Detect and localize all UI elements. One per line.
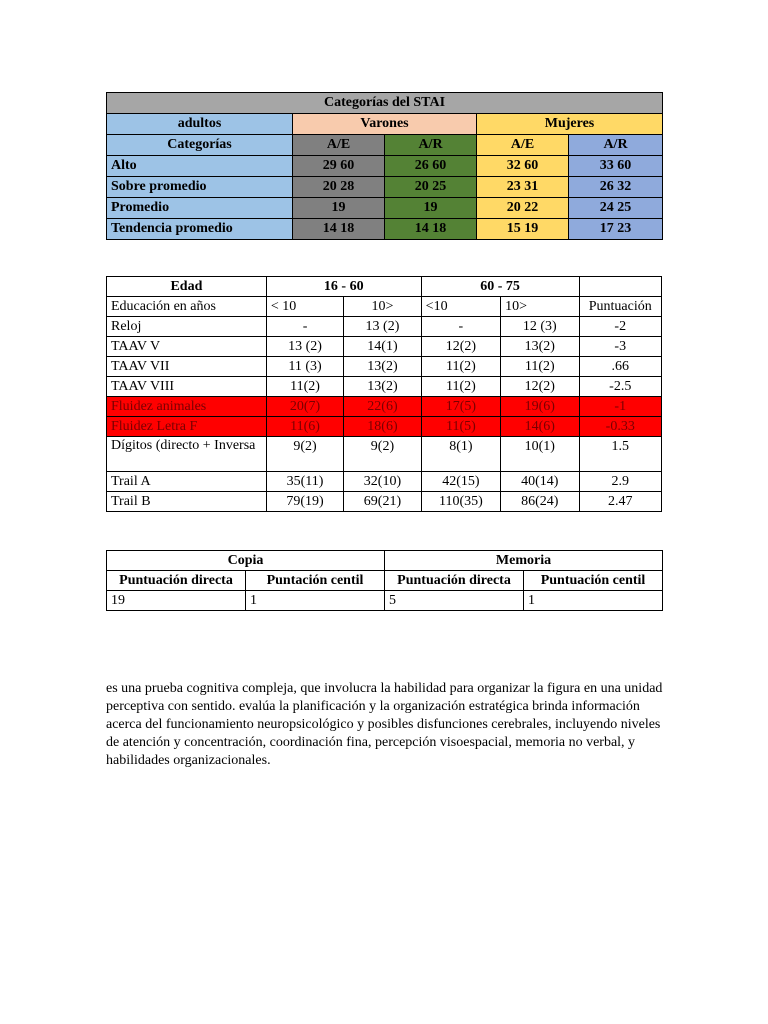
cell: 11(2) [421,377,500,397]
cell: 40(14) [501,472,579,492]
cell: 11(2) [421,357,500,377]
rey-col-direct-memory: Puntuación directa [385,571,524,591]
neuro-header-range2: 60 - 75 [421,277,579,297]
cell: 11(5) [421,417,500,437]
cell: 13(2) [344,377,421,397]
rey-header-memory: Memoria [385,551,663,571]
neuro-header-empty [579,277,661,297]
score-cell: 2.47 [579,492,661,512]
cell: 19(6) [501,397,579,417]
table-row-highlighted [107,417,662,437]
score-cell: -1 [579,397,661,417]
stai-cell: 23 31 [477,177,569,198]
stai-row-label: Sobre promedio [107,177,293,198]
table-row [107,591,663,611]
score-cell: .66 [579,357,661,377]
table-row [107,337,662,357]
cell: 110(35) [421,492,500,512]
neuro-header-age: Edad [107,277,267,297]
cell: 79(19) [266,492,343,512]
table-row [107,472,662,492]
cell: 13(2) [501,337,579,357]
cell: 11 (3) [266,357,343,377]
stai-row-label: Alto [107,156,293,177]
cell: 10(1) [501,437,579,472]
score-cell: -2.5 [579,377,661,397]
stai-col-men-ar: A/R [385,135,477,156]
neuro-header-gt10: 10> [344,297,421,317]
cell: 11(2) [501,357,579,377]
stai-cell: 33 60 [569,156,663,177]
cell: 13(2) [344,357,421,377]
rey-copy-centile: 1 [246,591,385,611]
table-row [107,377,662,397]
table-row [107,437,662,472]
rey-col-direct-copy: Puntuación directa [107,571,246,591]
neuro-header-score: Puntuación [579,297,661,317]
neuro-header-gt10: 10> [501,297,579,317]
stai-cell: 26 60 [385,156,477,177]
stai-col-categories: Categorías [107,135,293,156]
rey-copy-direct: 19 [107,591,246,611]
cell: 17(5) [421,397,500,417]
cell: 69(21) [344,492,421,512]
stai-cell: 20 25 [385,177,477,198]
neuro-header-range1: 16 - 60 [266,277,421,297]
rey-col-centile-memory: Puntuación centil [524,571,663,591]
cell: 20(7) [266,397,343,417]
cell: 11(6) [266,417,343,437]
stai-group-women: Mujeres [477,114,663,135]
cell: 13 (2) [266,337,343,357]
cell: 18(6) [344,417,421,437]
cell: 8(1) [421,437,500,472]
description-paragraph: es una prueba cognitiva compleja, que involucra la habilidad para organizar la figura en una unidad perceptiva con sentido. evalúa la planificación y la organización estratégica brinda información acerca del funcionamiento neuropsicológico y posibles disfunciones cerebrales, incluyendo niveles de atención y concentración, coordinación fina, percepción visoespacial, memoria no verbal, y habilidades organizacionales. [106,681,663,768]
cell: 86(24) [501,492,579,512]
cell: 9(2) [266,437,343,472]
cell: 35(11) [266,472,343,492]
neuro-header-lt10: <10 [421,297,500,317]
score-cell: -2 [579,317,661,337]
cell: 9(2) [344,437,421,472]
stai-row [107,177,663,198]
table-row [107,317,662,337]
row-label: Trail A [107,472,267,492]
rey-header-copy: Copia [107,551,385,571]
neuro-header-lt10: < 10 [266,297,343,317]
score-cell: -0.33 [579,417,661,437]
rey-col-centile-copy: Puntación centil [246,571,385,591]
score-cell: 2.9 [579,472,661,492]
rey-table [106,550,663,611]
stai-col-women-ae: A/E [477,135,569,156]
row-label: Fluidez animales [107,397,267,417]
stai-cell: 19 [293,198,385,219]
cell: 12 (3) [501,317,579,337]
table-row-highlighted [107,397,662,417]
row-label: TAAV VIII [107,377,267,397]
cell: 11(2) [266,377,343,397]
row-label: Reloj [107,317,267,337]
stai-row [107,219,663,240]
stai-cell: 26 32 [569,177,663,198]
stai-cell: 20 22 [477,198,569,219]
stai-cell: 14 18 [385,219,477,240]
cell: 32(10) [344,472,421,492]
cell: - [421,317,500,337]
stai-cell: 24 25 [569,198,663,219]
neuro-table [106,276,662,512]
rey-memory-direct: 5 [385,591,524,611]
stai-table [106,92,663,240]
stai-title: Categorías del STAI [107,93,663,114]
stai-row [107,156,663,177]
table-row [107,357,662,377]
score-cell: 1.5 [579,437,661,472]
stai-group-men: Varones [293,114,477,135]
stai-cell: 29 60 [293,156,385,177]
cell: 22(6) [344,397,421,417]
cell: 12(2) [421,337,500,357]
stai-row-label: Promedio [107,198,293,219]
table-row [107,492,662,512]
stai-cell: 15 19 [477,219,569,240]
stai-cell: 20 28 [293,177,385,198]
stai-cell: 19 [385,198,477,219]
cell: 14(1) [344,337,421,357]
row-label: TAAV VII [107,357,267,377]
row-label: Fluidez Letra F [107,417,267,437]
stai-cell: 17 23 [569,219,663,240]
stai-cell: 14 18 [293,219,385,240]
score-cell: -3 [579,337,661,357]
neuro-header-education: Educación en años [107,297,267,317]
row-label: Dígitos (directo + Inversa [107,437,267,472]
cell: - [266,317,343,337]
rey-memory-centile: 1 [524,591,663,611]
stai-col-men-ae: A/E [293,135,385,156]
cell: 14(6) [501,417,579,437]
stai-group-label: adultos [107,114,293,135]
stai-col-women-ar: A/R [569,135,663,156]
cell: 12(2) [501,377,579,397]
row-label: TAAV V [107,337,267,357]
stai-cell: 32 60 [477,156,569,177]
stai-row [107,198,663,219]
cell: 42(15) [421,472,500,492]
row-label: Trail B [107,492,267,512]
stai-row-label: Tendencia promedio [107,219,293,240]
cell: 13 (2) [344,317,421,337]
